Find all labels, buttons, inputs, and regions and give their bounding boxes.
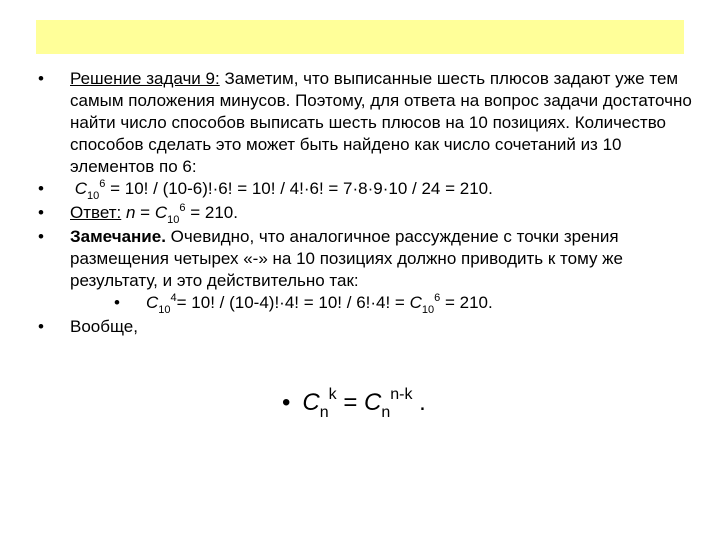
remark-c1: C: [146, 293, 159, 312]
formula-k2: n-k: [390, 386, 413, 403]
slide-content: [38, 68, 698, 338]
bullet: •: [282, 389, 291, 416]
bullet: •: [38, 179, 44, 198]
general-text: Вообще,: [70, 317, 138, 336]
remark-sub2: 10: [421, 304, 435, 316]
remark-sup1: 4: [170, 292, 177, 304]
list-item-remark-formula: [38, 292, 698, 316]
list-item-answer: [38, 202, 698, 226]
bullet: •: [38, 317, 44, 336]
remark-mid: = 10! / (10-4)!·4! = 10! / 6!·4! =: [176, 293, 410, 312]
answer-sup: 6: [179, 202, 186, 214]
remark-sup2: 6: [434, 292, 441, 304]
list-item-combination-formula: [38, 178, 698, 202]
formula-end: .: [412, 389, 426, 416]
formula-n1: n: [319, 404, 329, 421]
combination-sub: 10: [87, 190, 100, 202]
formula-c2: C: [364, 389, 382, 416]
formula-c1: C: [302, 389, 320, 416]
combination-sup: 6: [99, 178, 106, 190]
combination-symbol: C: [74, 179, 88, 198]
answer-rest: = 210.: [185, 203, 238, 222]
bullet: •: [38, 69, 44, 88]
list-item-remark: [38, 226, 698, 292]
remark-sub1: 10: [158, 304, 171, 316]
title-banner: [36, 20, 684, 54]
answer-label: Ответ:: [70, 203, 122, 222]
answer-c: C: [154, 203, 168, 222]
remark-rest: = 210.: [440, 293, 493, 312]
answer-n: n: [125, 203, 136, 222]
solution-text: Заметим, что выписанные шесть плюсов задают уже тем самым положения минусов. Поэтому, для ответа на вопрос задачи достаточно найти число способов выписать шесть плюсов на 10 позициях. Количество способов сделать это может быть найдено как число сочетаний из 10 элементов по 6:: [70, 69, 692, 176]
general-formula: [282, 388, 426, 421]
remark-c2: C: [409, 293, 422, 312]
bullet: •: [38, 203, 44, 222]
combination-rest: = 10! / (10-6)!·6! = 10! / 4!·6! = 7·8·9·10 / 24 = 210.: [105, 179, 493, 198]
formula-k1: k: [328, 386, 337, 403]
solution-label: Решение задачи 9:: [70, 69, 220, 88]
bullet: •: [114, 293, 120, 312]
remark-text: Очевидно, что аналогичное рассуждение с точки зрения размещения четырех «-» на 10 позициях должно приводить к тому же результату, и это действительно так:: [70, 227, 623, 290]
bullet: •: [38, 227, 44, 246]
answer-eq: =: [135, 203, 155, 222]
formula-eq: =: [336, 389, 365, 416]
answer-sub: 10: [167, 214, 180, 226]
formula-n2: n: [381, 404, 391, 421]
remark-label: Замечание.: [70, 227, 166, 246]
list-item-solution: [38, 68, 698, 178]
list-item-general: [38, 316, 698, 338]
